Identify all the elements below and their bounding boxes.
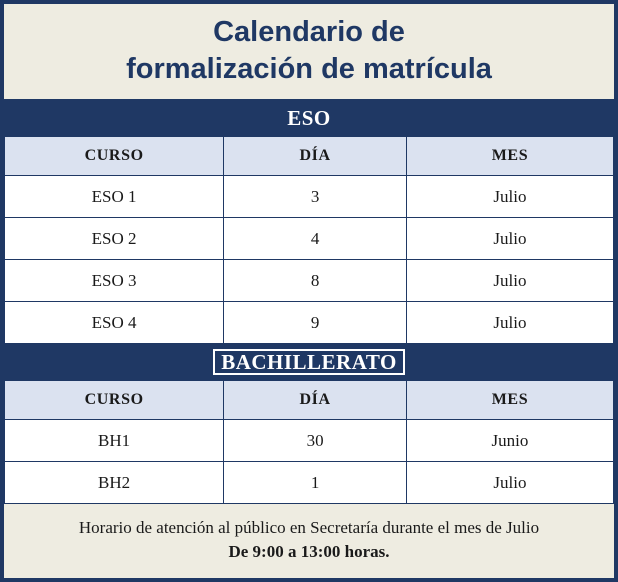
cell-curso: ESO 3 <box>5 260 224 302</box>
section-title-bachillerato: BACHILLERATO <box>213 349 405 375</box>
cell-curso: ESO 4 <box>5 302 224 344</box>
column-header-curso: CURSO <box>5 381 224 420</box>
cell-mes: Julio <box>406 462 613 504</box>
title-line-1: Calendario de <box>213 16 405 48</box>
cell-mes: Julio <box>406 302 613 344</box>
section-header-eso <box>5 100 614 137</box>
column-headers-eso <box>5 137 614 176</box>
cell-curso: ESO 1 <box>5 176 224 218</box>
cell-dia: 30 <box>224 420 407 462</box>
cell-dia: 8 <box>224 260 407 302</box>
cell-curso: BH1 <box>5 420 224 462</box>
column-header-curso: CURSO <box>5 137 224 176</box>
page-title <box>4 4 614 99</box>
table-row <box>5 302 614 344</box>
cell-mes: Julio <box>406 260 613 302</box>
table-row <box>5 218 614 260</box>
cell-dia: 4 <box>224 218 407 260</box>
column-headers-bachillerato <box>5 381 614 420</box>
cell-dia: 1 <box>224 462 407 504</box>
cell-dia: 3 <box>224 176 407 218</box>
column-header-mes: MES <box>406 137 613 176</box>
table-row <box>5 420 614 462</box>
footer-line-1: Horario de atención al público en Secretaría durante el mes de Julio <box>78 518 540 538</box>
table-row <box>5 260 614 302</box>
section-header-bachillerato <box>5 344 614 381</box>
cell-mes: Julio <box>406 176 613 218</box>
footer-note <box>4 504 614 578</box>
section-title-eso: ESO <box>5 100 614 137</box>
column-header-dia: DÍA <box>224 381 407 420</box>
footer-line-2: De 9:00 a 13:00 horas. <box>228 541 390 561</box>
cell-mes: Junio <box>406 420 613 462</box>
table-row <box>5 176 614 218</box>
column-header-mes: MES <box>406 381 613 420</box>
schedule-table <box>4 99 614 504</box>
cell-curso: BH2 <box>5 462 224 504</box>
column-header-dia: DÍA <box>224 137 407 176</box>
title-line-2: formalización de matrícula <box>126 52 492 85</box>
cell-dia: 9 <box>224 302 407 344</box>
cell-mes: Julio <box>406 218 613 260</box>
cell-curso: ESO 2 <box>5 218 224 260</box>
table-row <box>5 462 614 504</box>
